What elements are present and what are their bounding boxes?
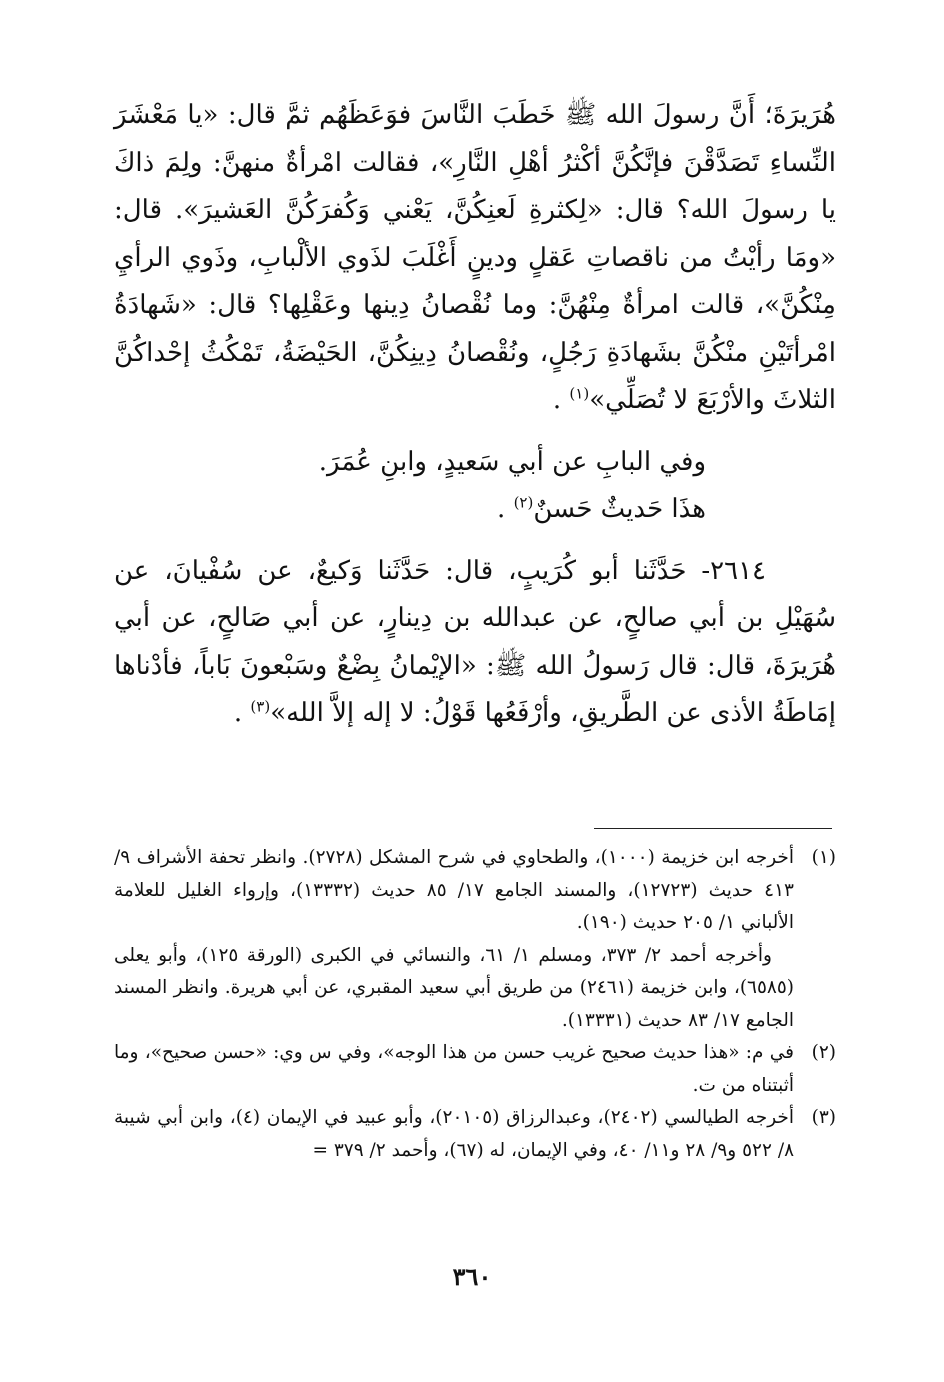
bab-line: وفي البابِ عن أبي سَعيدٍ، وابنِ عُمَرَ. [318, 446, 706, 477]
footnote-separator [594, 828, 832, 829]
hadith-2614-text: ٢٦١٤- حَدَّثَنا أبو كُرَيبٍ، قال: حَدَّثَنا وَكيعٌ، عن سُفْيانَ، عن سُهَيْلِ بن أبي صالحٍ، عن عبدالله بن دِينارٍ، عن أبي صَالحٍ، عن أبي هُرَيرَةَ، قال: قال رَسولُ الله ﷺ: «الإيْمانُ بِضْعٌ وسَبْعونَ بَاباً، فأدْناها إمَاطَةُ الأذى عن الطَّريقِ، وأرْفَعُها قَوْلُ: لا إله إلاَّ الله» [114, 555, 836, 728]
footnote-paragraph: أخرجه ابن خزيمة (١٠٠٠)، والطحاوي في شرح المشكل (٢٧٢٨). وانظر تحفة الأشراف ٩/ ٤١٣ حديث (١٢٧٢٣)، والمسند الجامع ١٧/ ٨٥ حديث (١٣٣٣٢)، وإرواء الغليل للعلامة الألباني ١/ ٢٠٥ حديث (١٩٠). [114, 847, 794, 933]
hadith-2614-paragraph [114, 548, 836, 738]
main-text [114, 92, 836, 738]
spacer [114, 534, 836, 548]
footnote-body [114, 1102, 794, 1167]
hadith-text: هُرَيرَةَ؛ أَنَّ رسولَ الله ﷺ خَطَبَ النَّاسَ فوَعَظَهُم ثمَّ قال: «يا مَعْشَرَ النِّساءِ تَصَدَّقْنَ فإنَّكُنَّ أكْثرُ أهْلِ النَّارِ»، فقالت امْرأةٌ منهنَّ: ولِمَ ذاكَ يا رسولَ الله؟ قال: «لِكثرةِ لَعنِكُنَّ، يَعْني وَكُفرَكُنَّ العَشيرَ». قال: «ومَا رأيْتُ من ناقصاتِ عَقلٍ ودينٍ أَغْلَبَ لذَوي الألْبابِ، وذَوي الرأيِ مِنْكُنَّ»، قالت امرأةٌ مِنْهُنَّ: وما نُقْصانُ دِينها وعَقْلِها؟ قال: «شَهادَةُ امْرأتَيْنِ منْكُنَّ بشَهادَةِ رَجُلٍ، ونُقْصانُ دِينِكُنَّ، الحَيْضَةُ، تَمْكُثُ إحْداكُنَّ الثلاثَ والأرْبَعَ لا تُصَلِّي» [114, 100, 836, 415]
footnote-number: (١) [811, 847, 836, 868]
hadith-paragraph [114, 92, 836, 425]
hadith-end: . [552, 385, 570, 415]
footnote-2 [114, 1037, 836, 1102]
grade-text: هذَا حَديثٌ حَسنٌ [533, 494, 706, 524]
page-number: ٣٦٠ [452, 1262, 492, 1291]
spacer [114, 425, 836, 439]
grade-line [114, 486, 836, 534]
footnote-number: (٢) [811, 1042, 836, 1063]
footnote-body [114, 842, 794, 1037]
footnote-number: (٣) [811, 1107, 836, 1128]
grade-end: . [497, 494, 514, 524]
footnote-paragraph: أخرجه الطيالسي (٢٤٠٢)، وعبدالرزاق (٢٠١٠٥)، وأبو عبيد في الإيمان (٤)، وابن أبي شيبة ٨/ ٥٢٢ و٩/ ٢٨ و١١/ ٤٠، وفي الإيمان، له (٦٧)، وأحمد ٢/ ٣٧٩ = [114, 1107, 794, 1161]
footnote-ref-1: (١) [569, 384, 590, 403]
footnote-1 [114, 842, 836, 1037]
footnote-body [114, 1037, 794, 1102]
footnote-paragraph: وأخرجه أحمد ٢/ ٣٧٣، ومسلم ١/ ٦١، والنسائي في الكبرى (الورقة ١٢٥)، وأبو يعلى (٦٥٨٥)، وابن خزيمة (٢٤٦١) من طريق أبي سعيد المقبري، عن أبي هريرة. وانظر المسند الجامع ١٧/ ٨٣ حديث (١٣٣٣١). [114, 944, 795, 1031]
hadith-2614-end: . [233, 698, 251, 728]
footnotes [114, 842, 836, 1167]
footnote-ref-2: (٢) [513, 493, 534, 512]
footnote-paragraph: في م: «هذا حديث صحيح غريب حسن من هذا الوجه»، وفي س وي: «حسن صحيح»، وما أثبتناه من ت. [114, 1042, 794, 1096]
footnote-ref-3: (٣) [250, 697, 271, 716]
footnote-3 [114, 1102, 836, 1167]
